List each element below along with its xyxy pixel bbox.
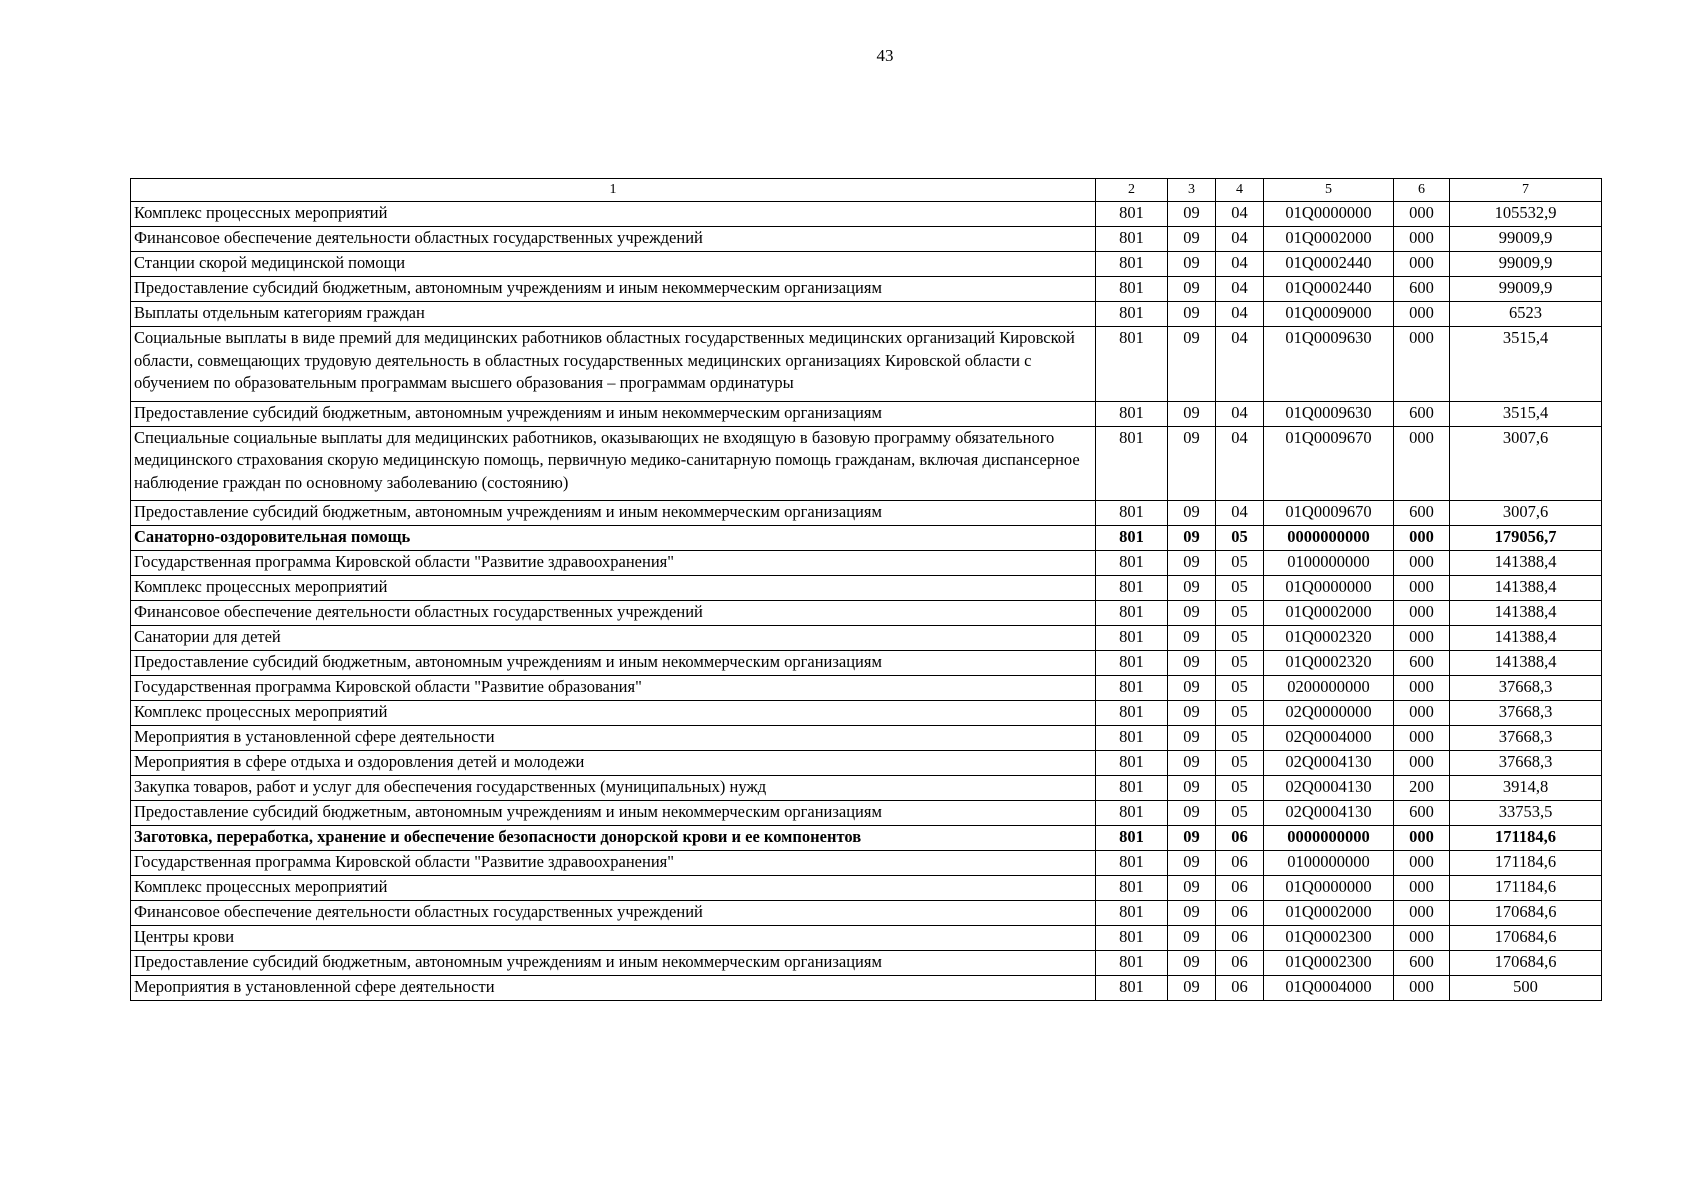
row-name-cell: Станции скорой медицинской помощи [131, 252, 1096, 277]
row-name-cell: Заготовка, переработка, хранение и обеспечение безопасности донорской крови и ее компонентов [131, 826, 1096, 851]
row-col-5-cell: 01Q0002320 [1264, 651, 1394, 676]
row-name-cell: Предоставление субсидий бюджетным, автономным учреждениям и иным некоммерческим организациям [131, 801, 1096, 826]
row-name-cell: Мероприятия в сфере отдыха и оздоровления детей и молодежи [131, 751, 1096, 776]
row-name-cell: Государственная программа Кировской области "Развитие здравоохранения" [131, 851, 1096, 876]
row-col-7-cell: 170684,6 [1450, 951, 1602, 976]
row-col-2-cell: 801 [1096, 626, 1168, 651]
table-row [131, 252, 1602, 277]
row-col-5-cell: 01Q0002440 [1264, 277, 1394, 302]
row-col-4-cell: 05 [1216, 701, 1264, 726]
row-col-6-cell: 000 [1394, 426, 1450, 501]
row-col-3-cell: 09 [1168, 701, 1216, 726]
row-col-6-cell: 000 [1394, 576, 1450, 601]
row-name-cell: Выплаты отдельным категориям граждан [131, 302, 1096, 327]
row-name-cell: Санатории для детей [131, 626, 1096, 651]
row-col-2-cell: 801 [1096, 876, 1168, 901]
row-col-2-cell: 801 [1096, 951, 1168, 976]
row-col-2-cell: 801 [1096, 851, 1168, 876]
row-col-5-cell: 01Q0000000 [1264, 876, 1394, 901]
row-col-2-cell: 801 [1096, 252, 1168, 277]
row-col-4-cell: 05 [1216, 576, 1264, 601]
row-col-7-cell: 171184,6 [1450, 876, 1602, 901]
row-col-7-cell: 179056,7 [1450, 526, 1602, 551]
row-col-6-cell: 600 [1394, 401, 1450, 426]
row-col-4-cell: 04 [1216, 202, 1264, 227]
table-row [131, 327, 1602, 402]
row-col-3-cell: 09 [1168, 227, 1216, 252]
row-col-4-cell: 04 [1216, 501, 1264, 526]
row-name-cell: Предоставление субсидий бюджетным, автономным учреждениям и иным некоммерческим организациям [131, 401, 1096, 426]
row-col-3-cell: 09 [1168, 851, 1216, 876]
row-col-7-cell: 141388,4 [1450, 576, 1602, 601]
page-number: 43 [876, 46, 894, 65]
row-col-5-cell: 01Q0000000 [1264, 202, 1394, 227]
row-col-2-cell: 801 [1096, 776, 1168, 801]
row-col-2-cell: 801 [1096, 227, 1168, 252]
row-col-6-cell: 200 [1394, 776, 1450, 801]
row-col-4-cell: 06 [1216, 951, 1264, 976]
row-col-6-cell: 000 [1394, 202, 1450, 227]
table-row [131, 277, 1602, 302]
row-name-cell: Финансовое обеспечение деятельности областных государственных учреждений [131, 227, 1096, 252]
header-col-7: 7 [1450, 179, 1602, 202]
row-name-cell: Комплекс процессных мероприятий [131, 202, 1096, 227]
table-row [131, 551, 1602, 576]
row-col-7-cell: 3914,8 [1450, 776, 1602, 801]
row-col-6-cell: 000 [1394, 926, 1450, 951]
row-col-6-cell: 000 [1394, 976, 1450, 1001]
row-col-2-cell: 801 [1096, 501, 1168, 526]
table-row [131, 776, 1602, 801]
row-col-2-cell: 801 [1096, 426, 1168, 501]
row-col-2-cell: 801 [1096, 751, 1168, 776]
row-col-7-cell: 37668,3 [1450, 751, 1602, 776]
row-col-7-cell: 37668,3 [1450, 701, 1602, 726]
row-name-cell: Предоставление субсидий бюджетным, автономным учреждениям и иным некоммерческим организациям [131, 277, 1096, 302]
row-col-5-cell: 01Q0002000 [1264, 901, 1394, 926]
row-name-cell: Предоставление субсидий бюджетным, автономным учреждениям и иным некоммерческим организациям [131, 951, 1096, 976]
header-col-1: 1 [131, 179, 1096, 202]
row-col-3-cell: 09 [1168, 751, 1216, 776]
row-col-2-cell: 801 [1096, 401, 1168, 426]
table-row [131, 901, 1602, 926]
table-row [131, 227, 1602, 252]
row-col-3-cell: 09 [1168, 801, 1216, 826]
row-col-5-cell: 0100000000 [1264, 551, 1394, 576]
row-col-7-cell: 33753,5 [1450, 801, 1602, 826]
row-col-6-cell: 000 [1394, 302, 1450, 327]
row-col-5-cell: 01Q0002000 [1264, 601, 1394, 626]
row-col-7-cell: 37668,3 [1450, 676, 1602, 701]
row-col-7-cell: 3007,6 [1450, 501, 1602, 526]
row-col-2-cell: 801 [1096, 551, 1168, 576]
row-col-6-cell: 000 [1394, 252, 1450, 277]
row-name-cell: Специальные социальные выплаты для медицинских работников, оказывающих не входящую в базовую программу обязательного медицинского страхования скорую медицинскую помощь, первичную медико-санитарную помощь гражданам, включая диспансерное наблюдение граждан по основному заболеванию (состоянию) [131, 426, 1096, 501]
row-col-4-cell: 06 [1216, 976, 1264, 1001]
row-col-7-cell: 171184,6 [1450, 851, 1602, 876]
row-name-cell: Государственная программа Кировской области "Развитие здравоохранения" [131, 551, 1096, 576]
row-col-4-cell: 06 [1216, 926, 1264, 951]
row-col-2-cell: 801 [1096, 801, 1168, 826]
table-row [131, 626, 1602, 651]
row-col-3-cell: 09 [1168, 576, 1216, 601]
row-name-cell: Финансовое обеспечение деятельности областных государственных учреждений [131, 901, 1096, 926]
table-row [131, 426, 1602, 501]
row-col-3-cell: 09 [1168, 976, 1216, 1001]
row-col-2-cell: 801 [1096, 726, 1168, 751]
row-col-4-cell: 04 [1216, 426, 1264, 501]
row-col-6-cell: 000 [1394, 726, 1450, 751]
row-col-5-cell: 01Q0002320 [1264, 626, 1394, 651]
table-row [131, 976, 1602, 1001]
row-col-2-cell: 801 [1096, 327, 1168, 402]
row-col-2-cell: 801 [1096, 277, 1168, 302]
row-col-4-cell: 05 [1216, 726, 1264, 751]
row-col-6-cell: 000 [1394, 227, 1450, 252]
row-col-5-cell: 02Q0000000 [1264, 701, 1394, 726]
row-col-5-cell: 01Q0002440 [1264, 252, 1394, 277]
row-col-7-cell: 3007,6 [1450, 426, 1602, 501]
row-col-5-cell: 01Q0009000 [1264, 302, 1394, 327]
row-col-2-cell: 801 [1096, 601, 1168, 626]
table-row [131, 826, 1602, 851]
table-row [131, 951, 1602, 976]
row-col-3-cell: 09 [1168, 626, 1216, 651]
header-col-5: 5 [1264, 179, 1394, 202]
row-col-5-cell: 01Q0002300 [1264, 926, 1394, 951]
row-col-2-cell: 801 [1096, 576, 1168, 601]
row-col-5-cell: 02Q0004000 [1264, 726, 1394, 751]
row-name-cell: Комплекс процессных мероприятий [131, 876, 1096, 901]
row-col-3-cell: 09 [1168, 826, 1216, 851]
row-col-6-cell: 000 [1394, 551, 1450, 576]
row-col-6-cell: 000 [1394, 526, 1450, 551]
row-col-5-cell: 01Q0009670 [1264, 426, 1394, 501]
row-col-2-cell: 801 [1096, 701, 1168, 726]
row-col-3-cell: 09 [1168, 951, 1216, 976]
row-col-5-cell: 01Q0004000 [1264, 976, 1394, 1001]
table-row [131, 302, 1602, 327]
row-col-5-cell: 0000000000 [1264, 826, 1394, 851]
row-name-cell: Санаторно-оздоровительная помощь [131, 526, 1096, 551]
row-col-4-cell: 04 [1216, 302, 1264, 327]
row-col-3-cell: 09 [1168, 876, 1216, 901]
row-col-3-cell: 09 [1168, 926, 1216, 951]
row-col-7-cell: 141388,4 [1450, 601, 1602, 626]
row-col-3-cell: 09 [1168, 327, 1216, 402]
row-col-4-cell: 06 [1216, 901, 1264, 926]
row-col-3-cell: 09 [1168, 726, 1216, 751]
row-col-5-cell: 0000000000 [1264, 526, 1394, 551]
row-col-4-cell: 04 [1216, 252, 1264, 277]
row-col-5-cell: 01Q0009630 [1264, 327, 1394, 402]
row-col-3-cell: 09 [1168, 651, 1216, 676]
row-col-7-cell: 3515,4 [1450, 401, 1602, 426]
row-col-4-cell: 06 [1216, 826, 1264, 851]
row-col-4-cell: 05 [1216, 801, 1264, 826]
row-col-3-cell: 09 [1168, 277, 1216, 302]
row-col-6-cell: 000 [1394, 601, 1450, 626]
row-col-6-cell: 000 [1394, 851, 1450, 876]
row-col-5-cell: 0200000000 [1264, 676, 1394, 701]
table-row [131, 401, 1602, 426]
header-col-6: 6 [1394, 179, 1450, 202]
row-col-3-cell: 09 [1168, 252, 1216, 277]
table-row [131, 202, 1602, 227]
row-col-7-cell: 141388,4 [1450, 626, 1602, 651]
row-col-7-cell: 141388,4 [1450, 651, 1602, 676]
row-col-4-cell: 05 [1216, 551, 1264, 576]
row-col-4-cell: 05 [1216, 626, 1264, 651]
row-col-4-cell: 05 [1216, 601, 1264, 626]
table-row [131, 926, 1602, 951]
table-row [131, 801, 1602, 826]
table-row [131, 601, 1602, 626]
row-col-3-cell: 09 [1168, 302, 1216, 327]
row-col-4-cell: 05 [1216, 676, 1264, 701]
row-col-5-cell: 02Q0004130 [1264, 801, 1394, 826]
row-col-6-cell: 000 [1394, 626, 1450, 651]
row-col-4-cell: 05 [1216, 751, 1264, 776]
row-col-4-cell: 04 [1216, 227, 1264, 252]
row-col-6-cell: 000 [1394, 327, 1450, 402]
row-col-5-cell: 01Q0009630 [1264, 401, 1394, 426]
row-col-7-cell: 171184,6 [1450, 826, 1602, 851]
row-col-2-cell: 801 [1096, 926, 1168, 951]
row-name-cell: Государственная программа Кировской области "Развитие образования" [131, 676, 1096, 701]
row-col-4-cell: 06 [1216, 851, 1264, 876]
table-row [131, 501, 1602, 526]
row-name-cell: Центры крови [131, 926, 1096, 951]
row-col-6-cell: 000 [1394, 901, 1450, 926]
row-col-3-cell: 09 [1168, 401, 1216, 426]
row-col-6-cell: 000 [1394, 751, 1450, 776]
table-row [131, 851, 1602, 876]
row-col-2-cell: 801 [1096, 901, 1168, 926]
table-row [131, 876, 1602, 901]
row-col-6-cell: 600 [1394, 501, 1450, 526]
row-name-cell: Предоставление субсидий бюджетным, автономным учреждениям и иным некоммерческим организациям [131, 501, 1096, 526]
row-col-5-cell: 01Q0009670 [1264, 501, 1394, 526]
table-row [131, 526, 1602, 551]
row-col-5-cell: 02Q0004130 [1264, 776, 1394, 801]
row-col-7-cell: 170684,6 [1450, 926, 1602, 951]
row-name-cell: Предоставление субсидий бюджетным, автономным учреждениям и иным некоммерческим организациям [131, 651, 1096, 676]
table-row [131, 651, 1602, 676]
row-col-7-cell: 170684,6 [1450, 901, 1602, 926]
row-col-5-cell: 0100000000 [1264, 851, 1394, 876]
row-col-6-cell: 600 [1394, 951, 1450, 976]
row-name-cell: Социальные выплаты в виде премий для медицинских работников областных государственных медицинских организаций Кировской области, совмещающих трудовую деятельность в областных государственных медицинских организациях Кировской области с обучением по образовательным программам высшего образования – программам ординатуры [131, 327, 1096, 402]
row-col-7-cell: 99009,9 [1450, 227, 1602, 252]
row-col-2-cell: 801 [1096, 976, 1168, 1001]
budget-table [130, 178, 1602, 1001]
row-col-4-cell: 05 [1216, 526, 1264, 551]
row-col-4-cell: 05 [1216, 651, 1264, 676]
row-col-3-cell: 09 [1168, 426, 1216, 501]
table-row [131, 701, 1602, 726]
row-col-4-cell: 04 [1216, 327, 1264, 402]
row-col-2-cell: 801 [1096, 526, 1168, 551]
row-col-4-cell: 04 [1216, 277, 1264, 302]
row-name-cell: Закупка товаров, работ и услуг для обеспечения государственных (муниципальных) нужд [131, 776, 1096, 801]
row-col-3-cell: 09 [1168, 601, 1216, 626]
row-col-7-cell: 99009,9 [1450, 277, 1602, 302]
row-col-2-cell: 801 [1096, 651, 1168, 676]
row-name-cell: Мероприятия в установленной сфере деятельности [131, 976, 1096, 1001]
row-col-7-cell: 99009,9 [1450, 252, 1602, 277]
row-col-3-cell: 09 [1168, 202, 1216, 227]
row-col-5-cell: 02Q0004130 [1264, 751, 1394, 776]
row-col-6-cell: 000 [1394, 701, 1450, 726]
row-col-6-cell: 600 [1394, 801, 1450, 826]
row-col-3-cell: 09 [1168, 901, 1216, 926]
row-col-7-cell: 105532,9 [1450, 202, 1602, 227]
row-col-2-cell: 801 [1096, 826, 1168, 851]
table-row [131, 576, 1602, 601]
header-col-2: 2 [1096, 179, 1168, 202]
row-col-6-cell: 000 [1394, 676, 1450, 701]
row-col-6-cell: 600 [1394, 651, 1450, 676]
table-row [131, 726, 1602, 751]
header-row [131, 179, 1602, 202]
row-col-5-cell: 01Q0002000 [1264, 227, 1394, 252]
row-col-4-cell: 05 [1216, 776, 1264, 801]
row-col-2-cell: 801 [1096, 676, 1168, 701]
table-body [131, 202, 1602, 1001]
row-col-3-cell: 09 [1168, 676, 1216, 701]
row-col-4-cell: 06 [1216, 876, 1264, 901]
row-col-3-cell: 09 [1168, 526, 1216, 551]
row-col-5-cell: 01Q0000000 [1264, 576, 1394, 601]
row-col-6-cell: 000 [1394, 826, 1450, 851]
row-col-5-cell: 01Q0002300 [1264, 951, 1394, 976]
row-name-cell: Финансовое обеспечение деятельности областных государственных учреждений [131, 601, 1096, 626]
table-row [131, 751, 1602, 776]
row-name-cell: Мероприятия в установленной сфере деятельности [131, 726, 1096, 751]
row-col-2-cell: 801 [1096, 302, 1168, 327]
row-col-3-cell: 09 [1168, 776, 1216, 801]
header-col-4: 4 [1216, 179, 1264, 202]
row-name-cell: Комплекс процессных мероприятий [131, 701, 1096, 726]
row-col-7-cell: 500 [1450, 976, 1602, 1001]
row-name-cell: Комплекс процессных мероприятий [131, 576, 1096, 601]
row-col-6-cell: 600 [1394, 277, 1450, 302]
row-col-3-cell: 09 [1168, 501, 1216, 526]
row-col-7-cell: 6523 [1450, 302, 1602, 327]
row-col-4-cell: 04 [1216, 401, 1264, 426]
row-col-7-cell: 141388,4 [1450, 551, 1602, 576]
table-row [131, 676, 1602, 701]
row-col-2-cell: 801 [1096, 202, 1168, 227]
row-col-3-cell: 09 [1168, 551, 1216, 576]
row-col-7-cell: 3515,4 [1450, 327, 1602, 402]
row-col-7-cell: 37668,3 [1450, 726, 1602, 751]
row-col-6-cell: 000 [1394, 876, 1450, 901]
header-col-3: 3 [1168, 179, 1216, 202]
